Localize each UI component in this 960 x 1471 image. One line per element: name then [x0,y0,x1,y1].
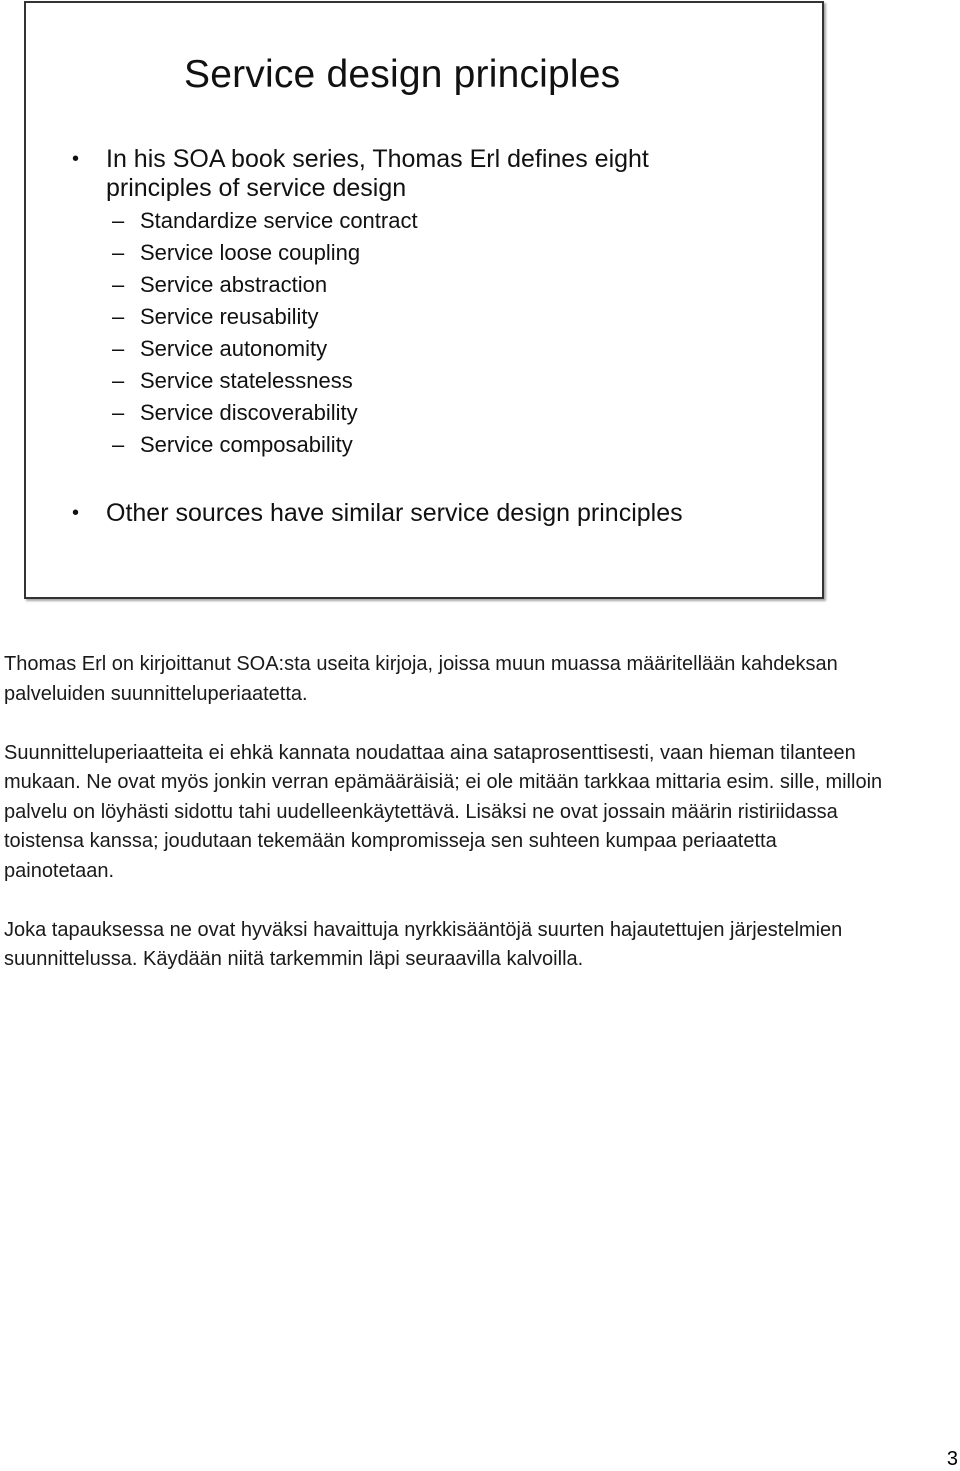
dash-marker: – [112,432,125,457]
dash-marker: – [112,336,125,361]
dash-marker: – [112,240,125,265]
speaker-notes [4,650,884,1004]
notes-paragraph: Suunnitteluperiaatteita ei ehkä kannata noudattaa aina sataprosenttisesti, vaan hieman tilanteen mukaan. Ne ovat myös jonkin verran epämääräisiä; ei ole mitään tarkkaa mittaria esim. sille, milloin palvelu on löyhästi sidottu tahi uudelleenkäytettävä. Lisäksi ne ovat jossain määrin ristiriidassa toistensa kanssa; joudutaan tekemään kompromisseja sen suhteen kumpaa periaatetta painotetaan. [4,741,883,882]
dash-marker: – [112,304,125,329]
principle-label: Service abstraction [140,272,328,297]
principle-label: Service composability [140,432,353,457]
page-number: 3 [946,1448,958,1470]
bullet-marker: • [72,148,80,170]
principle-label: Service discoverability [140,400,358,425]
bullet-marker: • [72,502,80,524]
principle-label: Service loose coupling [140,240,361,265]
dash-marker: – [112,272,125,297]
dash-marker: – [112,208,125,233]
slide-thumbnail [24,1,824,599]
slide-title: Service design principles [184,53,621,96]
dash-marker: – [112,368,125,393]
principle-label: Service autonomity [140,336,328,361]
bullet-text: Other sources have similar service design principles [106,499,683,527]
bullet-text: In his SOA book series, Thomas Erl defines eight principles of service design [106,145,649,202]
dash-marker: – [112,400,125,425]
principle-label: Standardize service contract [140,208,418,233]
principle-label: Service reusability [140,304,319,329]
notes-paragraph: Joka tapauksessa ne ovat hyväksi havaittuja nyrkkisääntöjä suurten hajautettujen järjestelmien suunnittelussa. Käydään niitä tarkemmin läpi seuraavilla kalvoilla. [4,918,843,970]
principle-label: Service statelessness [140,368,353,393]
notes-paragraph: Thomas Erl on kirjoittanut SOA:sta useita kirjoja, joissa muun muassa määritellään kahdeksan palveluiden suunnitteluperiaatetta. [4,653,838,705]
